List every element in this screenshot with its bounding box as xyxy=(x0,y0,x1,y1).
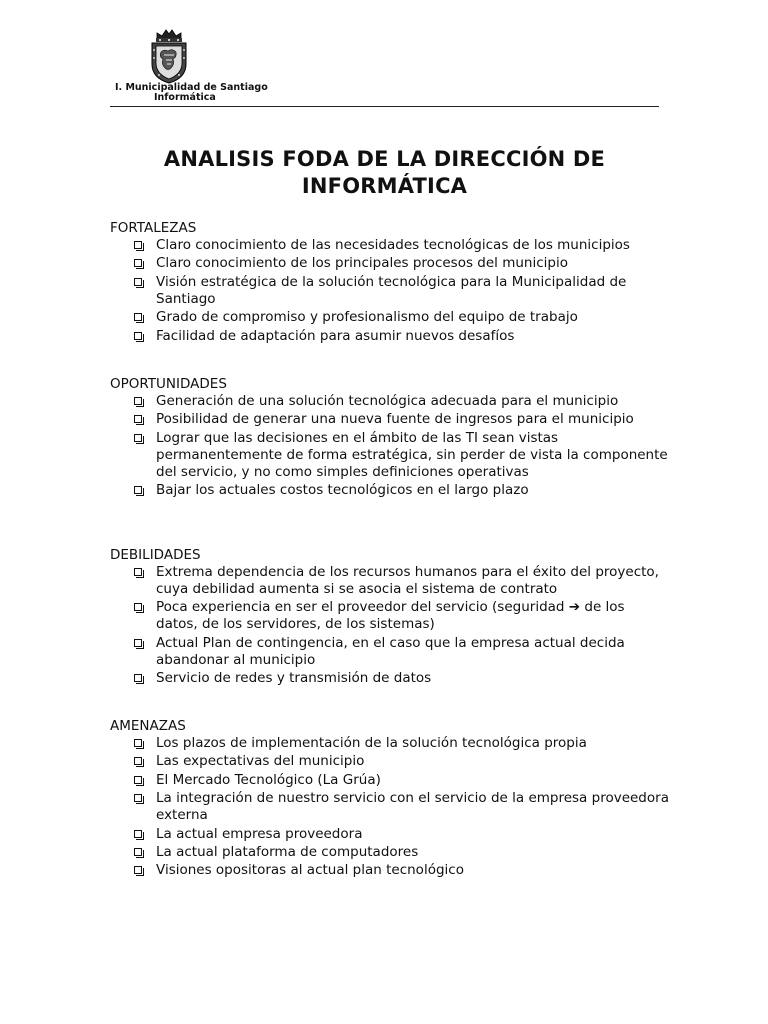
section-oportunidades xyxy=(110,376,670,501)
list-item-text: Facilidad de adaptación para asumir nuevos desafíos xyxy=(156,327,515,344)
box-bullet-icon xyxy=(134,739,142,747)
coat-of-arms-icon xyxy=(148,28,190,84)
list-item xyxy=(110,670,670,687)
list-item-text: Bajar los actuales costos tecnológicos en el largo plazo xyxy=(156,482,529,499)
box-bullet-icon xyxy=(134,278,142,286)
list-item-text: Extrema dependencia de los recursos humanos para el éxito del proyecto, cuya debilidad aumenta si se asocia el sistema de contrato xyxy=(156,564,659,597)
list-item-text: Generación de una solución tecnológica adecuada para el municipio xyxy=(156,393,619,409)
list-item xyxy=(110,772,670,789)
organization-name: I. Municipalidad de Santiago xyxy=(115,82,268,93)
list-item-text: Actual Plan de contingencia, en el caso que la empresa actual decida abandonar al municipio xyxy=(156,634,625,668)
list-item-text: Lograr que las decisiones en el ámbito de las TI sean vistas permanentemente de forma estratégica, sin perder de vista la componente del servicio, y no como simples definiciones operativas xyxy=(156,429,668,480)
box-bullet-icon xyxy=(134,241,142,249)
list-item-text: La actual empresa proveedora xyxy=(156,825,363,842)
document-title xyxy=(110,146,659,200)
list-item-text: Las expectativas del municipio xyxy=(156,753,365,770)
list-item-text: Grado de compromiso y profesionalismo del equipo de trabajo xyxy=(156,309,578,326)
department-name: Informática xyxy=(154,92,216,103)
list-item-text: Visión estratégica de la solución tecnológica para la Municipalidad de Santiago xyxy=(156,273,627,307)
list-item xyxy=(110,411,670,428)
header-divider xyxy=(110,106,659,107)
list-item xyxy=(110,790,670,824)
list-item-text: de los datos, de los servidores, de los sistemas) xyxy=(156,599,625,633)
box-bullet-icon xyxy=(134,866,142,874)
list-item-text: La actual plataforma de computadores xyxy=(156,843,419,860)
section-heading: OPORTUNIDADES xyxy=(110,376,227,392)
section-amenazas xyxy=(110,718,670,881)
list-item-text: Posibilidad de generar una nueva fuente de ingresos para el municipio xyxy=(156,411,634,428)
list-item xyxy=(110,635,670,669)
box-bullet-icon xyxy=(134,603,142,611)
box-bullet-icon xyxy=(134,313,142,321)
list-item xyxy=(110,309,670,326)
list-item xyxy=(110,844,670,861)
list-item xyxy=(110,328,670,345)
box-bullet-icon xyxy=(134,830,142,838)
box-bullet-icon xyxy=(134,639,142,647)
list-item xyxy=(110,274,670,308)
letterhead xyxy=(110,24,659,106)
section-heading: FORTALEZAS xyxy=(110,220,197,236)
list-item xyxy=(110,862,670,879)
box-bullet-icon xyxy=(134,332,142,340)
list-item xyxy=(110,564,670,598)
box-bullet-icon xyxy=(134,397,142,405)
list-item-text: La integración de nuestro servicio con el servicio de la empresa proveedora externa xyxy=(156,790,669,824)
list-item xyxy=(110,735,670,752)
list-item xyxy=(110,599,670,633)
section-fortalezas xyxy=(110,220,670,346)
section-heading: DEBILIDADES xyxy=(110,547,201,563)
debilidades-list xyxy=(110,564,670,687)
box-bullet-icon xyxy=(134,848,142,856)
list-item xyxy=(110,753,670,770)
list-item xyxy=(110,393,670,410)
box-bullet-icon xyxy=(134,259,142,267)
document-title-line: INFORMÁTICA xyxy=(301,174,468,199)
list-item xyxy=(110,430,670,481)
box-bullet-icon xyxy=(134,674,142,682)
list-item-text: Servicio de redes y transmisión de datos xyxy=(156,670,432,687)
list-item xyxy=(110,237,670,254)
document-title-line: ANALISIS FODA DE LA DIRECCIÓN DE xyxy=(163,147,606,172)
box-bullet-icon xyxy=(134,776,142,784)
list-item xyxy=(110,482,670,499)
list-item xyxy=(110,255,670,272)
section-heading: AMENAZAS xyxy=(110,718,186,734)
amenazas-list xyxy=(110,735,670,879)
box-bullet-icon xyxy=(134,794,142,802)
list-item-text: Claro conocimiento de las necesidades tecnológicas de los municipios xyxy=(156,237,630,253)
box-bullet-icon xyxy=(134,568,142,576)
list-item-text: Poca experiencia en ser el proveedor del servicio (seguridad xyxy=(156,599,569,616)
right-arrow-icon: ➔ xyxy=(568,599,581,616)
box-bullet-icon xyxy=(134,434,142,442)
list-item xyxy=(110,826,670,843)
list-item-text: Los plazos de implementación de la solución tecnológica propia xyxy=(156,735,587,751)
box-bullet-icon xyxy=(134,757,142,765)
list-item-text: Visiones opositoras al actual plan tecnológico xyxy=(156,862,464,879)
list-item-text: El Mercado Tecnológico (La Grúa) xyxy=(156,771,381,788)
list-item-text: Claro conocimiento de los principales procesos del municipio xyxy=(156,255,568,272)
box-bullet-icon xyxy=(134,415,142,423)
oportunidades-list xyxy=(110,393,670,499)
section-debilidades xyxy=(110,547,670,689)
fortalezas-list xyxy=(110,237,670,345)
box-bullet-icon xyxy=(134,486,142,494)
